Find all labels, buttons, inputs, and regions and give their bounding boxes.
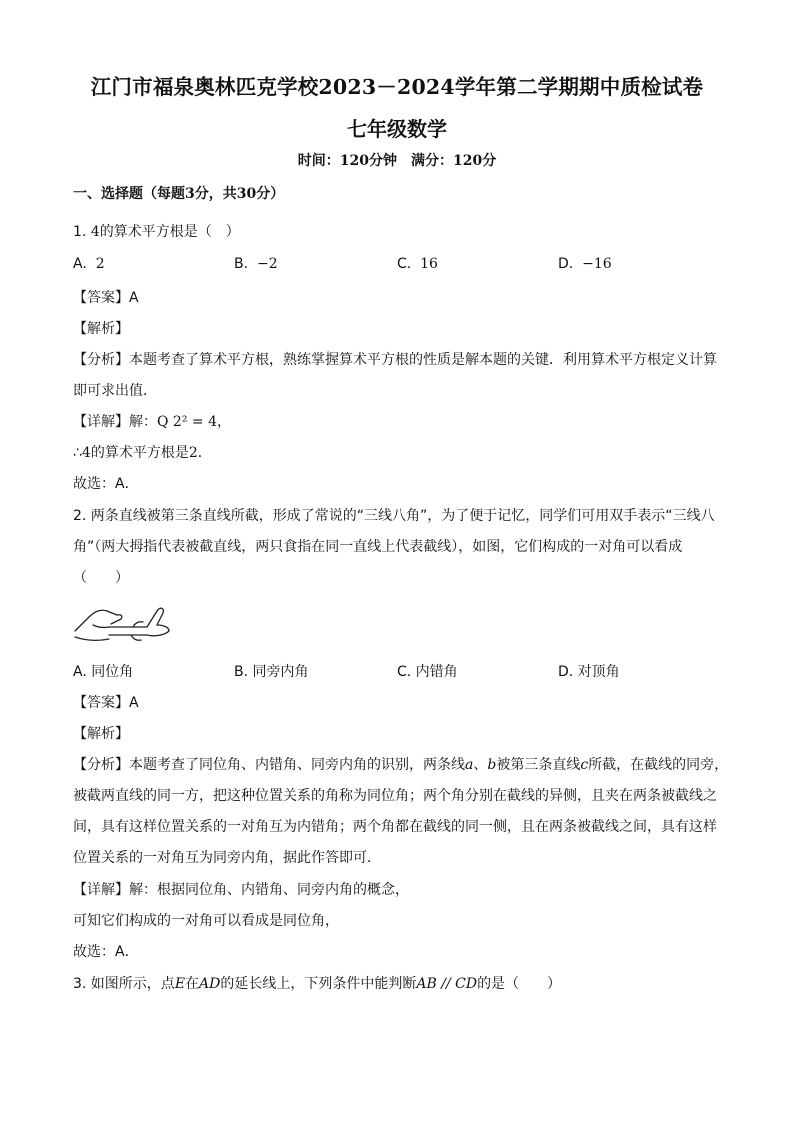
q1-detail-2: ∴4的算术平方根是2． [73, 445, 212, 461]
q2-detail-2: 可知它们构成的一对角可以看成是同位角， [73, 913, 339, 929]
q2-choose: 故选：A． [73, 944, 139, 960]
q2-option-b: B. 同旁内角 [234, 664, 309, 680]
q2-option-a: A. 同位角 [73, 664, 134, 680]
hands-figure [73, 597, 173, 652]
q2-stem-2: 角”（两大拇指代表被截直线，两只食指在同一直线上代表截线），如图，它们构成的一对角可以看成 [73, 539, 683, 555]
q2-detail-1: 【详解】解：根据同位角、内错角、同旁内角的概念， [73, 882, 409, 898]
answer-label: 【答案】 [73, 290, 129, 306]
q2-fenxi-2: 被截两直线的同一方，把这种位置关系的角称为同位角；两个角分别在截线的异侧，且夹在两条被截线之 [73, 788, 717, 804]
q2-option-d: D. 对顶角 [558, 664, 620, 680]
q1-stem-text: 的算术平方根是（ ） [99, 224, 240, 240]
q1-option-c: C. 16 [397, 256, 438, 272]
q1-stem [73, 221, 733, 241]
q2-fenxi-3: 间，具有这样位置关系的一对角互为内错角；两个角都在截线的同一侧，且在两条被截线之间，具有这样 [73, 819, 717, 835]
q1-fenxi-2: 即可求出值． [73, 383, 157, 399]
q2-fenxi-4: 位置关系的一对角互为同旁内角，据此作答即可． [73, 850, 381, 866]
q1-option-a: A. 2 [73, 256, 105, 272]
answer-label: 【答案】 [73, 695, 129, 711]
q1-option-d: D. −16 [558, 256, 612, 272]
q1-analysis-label: 【解析】 [73, 321, 129, 337]
q2-option-c: C. 内错角 [397, 664, 458, 680]
q2-stem-1: 2. 两条直线被第三条直线所截，形成了常说的“三线八角”，为了便于记忆，同学们可用双手表示“三线八 [73, 508, 715, 524]
q3-stem: 3. 如图所示，点E在AD的延长线上，下列条件中能判断AB // CD的是（ ） [73, 976, 562, 992]
q1-number: 1. [73, 224, 87, 240]
exam-subtitle: 七年级数学 [347, 117, 447, 141]
q2-analysis-label: 【解析】 [73, 726, 129, 742]
q1-answer: 【答案】A [73, 290, 139, 306]
q1-expr: 4 [90, 224, 100, 240]
q2-stem-3: （ ） [73, 570, 129, 586]
q2-fenxi-1: 【分析】本题考查了同位角、内错角、同旁内角的识别，两条线a、b被第三条直线c所截，在截线的同旁， [73, 757, 729, 773]
q1-option-b: B. −2 [234, 256, 278, 272]
exam-title: 江门市福泉奥林匹克学校2023－2024学年第二学期期中质检试卷 [90, 75, 704, 99]
q1-detail: 【详解】解：Q 2² = 4， [73, 414, 231, 430]
exam-meta: 时间：120分钟 满分：120分 [297, 153, 497, 169]
section-heading: 一、选择题（每题3分，共30分） [73, 186, 285, 202]
q2-answer: 【答案】A [73, 695, 139, 711]
q1-choose: 故选：A． [73, 476, 139, 492]
q1-fenxi-1: 【分析】本题考查了算术平方根，熟练掌握算术平方根的性质是解本题的关键．利用算术平方根定义计算 [73, 352, 717, 368]
